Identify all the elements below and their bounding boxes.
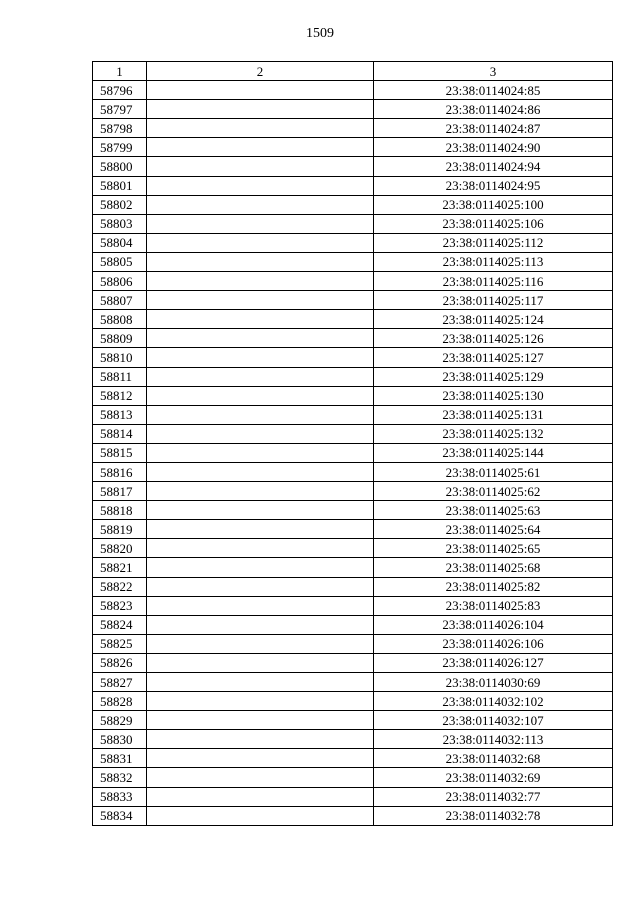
table-row [93,214,613,233]
description-cell [147,462,374,481]
description-cell [147,424,374,443]
row-number-cell: 58825 [93,634,147,653]
description-cell [147,443,374,462]
description-cell [147,367,374,386]
description-cell [147,634,374,653]
row-number-cell: 58800 [93,157,147,176]
table-row [93,367,613,386]
cadastral-number-cell: 23:38:0114025:124 [374,310,613,329]
table-row [93,405,613,424]
row-number-cell: 58809 [93,329,147,348]
row-number-cell: 58817 [93,482,147,501]
cadastral-number-cell: 23:38:0114026:106 [374,634,613,653]
description-cell [147,272,374,291]
description-cell [147,711,374,730]
table-row [93,577,613,596]
description-cell [147,653,374,672]
row-number-cell: 58824 [93,615,147,634]
description-cell [147,405,374,424]
row-number-cell: 58808 [93,310,147,329]
row-number-cell: 58821 [93,558,147,577]
cadastral-number-cell: 23:38:0114024:87 [374,119,613,138]
table-row [93,787,613,806]
cadastral-number-cell: 23:38:0114032:77 [374,787,613,806]
page-number: 1509 [306,26,334,41]
cadastral-number-cell: 23:38:0114025:63 [374,501,613,520]
table-row [93,539,613,558]
column-header-1: 1 [93,62,147,81]
table-row [93,730,613,749]
cadastral-number-cell: 23:38:0114032:107 [374,711,613,730]
row-number-cell: 58796 [93,81,147,100]
row-number-cell: 58832 [93,768,147,787]
table-row [93,176,613,195]
description-cell [147,214,374,233]
cadastral-number-cell: 23:38:0114032:113 [374,730,613,749]
table-row [93,653,613,672]
row-number-cell: 58805 [93,252,147,271]
column-header-3: 3 [374,62,613,81]
table-row [93,424,613,443]
description-cell [147,577,374,596]
table-row [93,329,613,348]
description-cell [147,100,374,119]
cadastral-number-cell: 23:38:0114025:130 [374,386,613,405]
data-table [92,61,613,826]
cadastral-number-cell: 23:38:0114032:78 [374,806,613,825]
row-number-cell: 58810 [93,348,147,367]
cadastral-number-cell: 23:38:0114025:106 [374,214,613,233]
cadastral-number-cell: 23:38:0114025:127 [374,348,613,367]
cadastral-number-cell: 23:38:0114032:102 [374,692,613,711]
cadastral-number-cell: 23:38:0114024:94 [374,157,613,176]
cadastral-number-cell: 23:38:0114025:65 [374,539,613,558]
row-number-cell: 58806 [93,272,147,291]
row-number-cell: 58820 [93,539,147,558]
table-row [93,252,613,271]
description-cell [147,291,374,310]
table-row [93,501,613,520]
description-cell [147,787,374,806]
cadastral-number-cell: 23:38:0114025:100 [374,195,613,214]
description-cell [147,195,374,214]
cadastral-number-cell: 23:38:0114024:86 [374,100,613,119]
table-row [93,81,613,100]
cadastral-number-cell: 23:38:0114025:83 [374,596,613,615]
description-cell [147,386,374,405]
description-cell [147,138,374,157]
description-cell [147,749,374,768]
row-number-cell: 58823 [93,596,147,615]
table-row [93,806,613,825]
description-cell [147,692,374,711]
description-cell [147,81,374,100]
description-cell [147,768,374,787]
row-number-cell: 58818 [93,501,147,520]
description-cell [147,615,374,634]
table-header-row [93,62,613,81]
row-number-cell: 58803 [93,214,147,233]
table-row [93,310,613,329]
table-row [93,291,613,310]
row-number-cell: 58833 [93,787,147,806]
row-number-cell: 58826 [93,653,147,672]
row-number-cell: 58804 [93,233,147,252]
cadastral-number-cell: 23:38:0114024:90 [374,138,613,157]
row-number-cell: 58827 [93,673,147,692]
cadastral-number-cell: 23:38:0114025:68 [374,558,613,577]
row-number-cell: 58812 [93,386,147,405]
description-cell [147,596,374,615]
table-row [93,482,613,501]
description-cell [147,348,374,367]
description-cell [147,520,374,539]
description-cell [147,539,374,558]
row-number-cell: 58834 [93,806,147,825]
table-row [93,673,613,692]
cadastral-number-cell: 23:38:0114025:62 [374,482,613,501]
cadastral-number-cell: 23:38:0114030:69 [374,673,613,692]
cadastral-number-cell: 23:38:0114024:85 [374,81,613,100]
description-cell [147,806,374,825]
description-cell [147,233,374,252]
table-body [93,81,613,826]
description-cell [147,482,374,501]
table-row [93,615,613,634]
table-row [93,749,613,768]
table-row [93,386,613,405]
row-number-cell: 58829 [93,711,147,730]
row-number-cell: 58802 [93,195,147,214]
table-row [93,462,613,481]
row-number-cell: 58799 [93,138,147,157]
table-row [93,233,613,252]
row-number-cell: 58811 [93,367,147,386]
cadastral-number-cell: 23:38:0114032:69 [374,768,613,787]
table-row [93,272,613,291]
cadastral-number-cell: 23:38:0114025:117 [374,291,613,310]
table-row [93,157,613,176]
table-row [93,768,613,787]
table-row [93,692,613,711]
table-row [93,348,613,367]
row-number-cell: 58819 [93,520,147,539]
cadastral-number-cell: 23:38:0114025:61 [374,462,613,481]
row-number-cell: 58797 [93,100,147,119]
cadastral-number-cell: 23:38:0114025:129 [374,367,613,386]
table-row [93,119,613,138]
cadastral-number-cell: 23:38:0114025:82 [374,577,613,596]
cadastral-number-cell: 23:38:0114025:132 [374,424,613,443]
row-number-cell: 58831 [93,749,147,768]
description-cell [147,252,374,271]
row-number-cell: 58798 [93,119,147,138]
cadastral-number-cell: 23:38:0114026:104 [374,615,613,634]
row-number-cell: 58801 [93,176,147,195]
table-row [93,520,613,539]
row-number-cell: 58830 [93,730,147,749]
description-cell [147,119,374,138]
description-cell [147,176,374,195]
table-row [93,195,613,214]
row-number-cell: 58813 [93,405,147,424]
table-row [93,596,613,615]
table-row [93,711,613,730]
table-row [93,138,613,157]
description-cell [147,310,374,329]
column-header-2: 2 [147,62,374,81]
cadastral-number-cell: 23:38:0114026:127 [374,653,613,672]
row-number-cell: 58814 [93,424,147,443]
description-cell [147,501,374,520]
cadastral-number-cell: 23:38:0114025:144 [374,443,613,462]
row-number-cell: 58815 [93,443,147,462]
description-cell [147,673,374,692]
row-number-cell: 58828 [93,692,147,711]
description-cell [147,157,374,176]
cadastral-number-cell: 23:38:0114025:116 [374,272,613,291]
cadastral-number-cell: 23:38:0114025:126 [374,329,613,348]
row-number-cell: 58816 [93,462,147,481]
description-cell [147,558,374,577]
description-cell [147,730,374,749]
row-number-cell: 58822 [93,577,147,596]
cadastral-number-cell: 23:38:0114024:95 [374,176,613,195]
cadastral-number-cell: 23:38:0114025:112 [374,233,613,252]
table-row [93,100,613,119]
cadastral-number-cell: 23:38:0114025:113 [374,252,613,271]
table-row [93,558,613,577]
cadastral-number-cell: 23:38:0114025:131 [374,405,613,424]
row-number-cell: 58807 [93,291,147,310]
cadastral-number-cell: 23:38:0114032:68 [374,749,613,768]
description-cell [147,329,374,348]
table-row [93,443,613,462]
cadastral-number-cell: 23:38:0114025:64 [374,520,613,539]
table-row [93,634,613,653]
